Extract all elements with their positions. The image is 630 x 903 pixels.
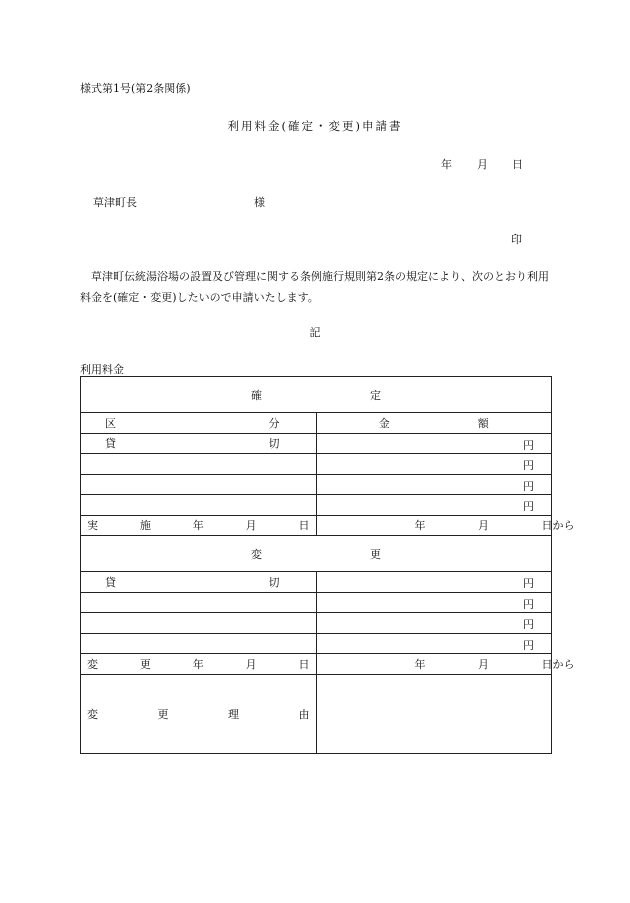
- yen-unit: 円: [523, 500, 534, 513]
- category-field[interactable]: [81, 474, 317, 495]
- change-from: 日から: [541, 657, 575, 671]
- confirm-char-1: 確: [251, 388, 262, 402]
- fee-label: 利用料金: [80, 363, 124, 376]
- change-section-heading: [81, 536, 552, 572]
- amount-field[interactable]: [316, 633, 552, 654]
- form-number: 様式第1号(第2条関係): [80, 82, 191, 95]
- change-date-row: [81, 654, 552, 675]
- implement-month: 月: [478, 519, 489, 533]
- change-reason-field[interactable]: [316, 674, 552, 753]
- header-amount-char-1: 金: [378, 416, 390, 430]
- amount-field[interactable]: [316, 613, 552, 634]
- implement-char-1: 実: [87, 519, 98, 533]
- header-amount: [316, 413, 552, 434]
- seal-mark: 印: [511, 233, 522, 246]
- amount-field[interactable]: [316, 495, 552, 516]
- reason-char-1: 変: [87, 707, 98, 721]
- change-year: 年: [414, 657, 426, 671]
- date-year: 年: [441, 158, 452, 171]
- change-date-char-5: 日: [298, 657, 310, 671]
- table-row: [81, 474, 552, 495]
- rental-char-2: 切: [268, 437, 280, 451]
- change-month: 月: [478, 657, 489, 671]
- fee-table: [80, 376, 575, 754]
- change-char-1: 変: [251, 547, 262, 561]
- confirm-section-row: [81, 377, 552, 413]
- change-date-label: [81, 654, 317, 675]
- addressee: 草津町長: [93, 196, 137, 209]
- table-row: [81, 572, 552, 593]
- yen-unit: 円: [523, 597, 534, 611]
- rental-char-2: 切: [268, 575, 280, 589]
- change-date-char-1: 変: [87, 657, 98, 671]
- header-category-char-1: 区: [105, 416, 116, 430]
- ki-heading: 記: [309, 326, 321, 339]
- rental-label: [81, 572, 317, 593]
- change-date-char-2: 更: [139, 657, 151, 671]
- body-paragraph: 草津町伝統湯浴場の設置及び管理に関する条例施行規則第2条の規定により、次のとおり利用料金を(確定・変更)したいので申請いたします。: [80, 270, 549, 304]
- implement-char-5: 日: [298, 519, 310, 533]
- implement-char-3: 年: [192, 519, 204, 533]
- date-day: 日: [512, 158, 523, 171]
- yen-unit: 円: [523, 618, 534, 631]
- reason-char-2: 更: [157, 707, 169, 721]
- header-amount-char-2: 額: [477, 416, 489, 430]
- change-date-field[interactable]: [316, 654, 575, 675]
- amount-field[interactable]: [316, 592, 552, 613]
- change-date-char-4: 月: [245, 657, 257, 671]
- table-row: [81, 454, 552, 475]
- change-reason-row: [81, 674, 552, 753]
- category-field[interactable]: [81, 592, 317, 613]
- rental-char-1: 貸: [105, 437, 116, 451]
- rental-label: [81, 433, 317, 454]
- table-row: [81, 613, 552, 634]
- change-reason-label: [81, 674, 317, 753]
- yen-unit: 円: [523, 577, 534, 590]
- document-title: 利用料金(確定・変更)申請書: [227, 119, 403, 133]
- category-field[interactable]: [81, 613, 317, 634]
- yen-unit: 円: [523, 438, 534, 452]
- yen-unit: 円: [523, 479, 534, 493]
- implement-date-row: [81, 515, 552, 536]
- amount-field[interactable]: [316, 454, 552, 475]
- implement-char-2: 施: [139, 519, 151, 533]
- implement-year: 年: [414, 519, 426, 533]
- date-month: 月: [477, 158, 488, 171]
- table-row: [81, 633, 552, 654]
- change-char-2: 更: [370, 547, 381, 561]
- category-field[interactable]: [81, 633, 317, 654]
- category-field[interactable]: [81, 454, 317, 475]
- rental-char-1: 貸: [105, 575, 116, 589]
- amount-field[interactable]: [316, 433, 552, 454]
- confirm-char-2: 定: [370, 388, 381, 402]
- change-date-char-3: 年: [192, 657, 204, 671]
- header-category-char-2: 分: [268, 416, 280, 430]
- implement-date-label: [81, 515, 317, 536]
- table-row: [81, 495, 552, 516]
- reason-char-4: 由: [298, 707, 310, 721]
- amount-field[interactable]: [316, 474, 552, 495]
- yen-unit: 円: [523, 459, 534, 472]
- confirm-section-heading: [81, 377, 552, 413]
- implement-from: 日から: [541, 519, 575, 533]
- honorific: 様: [254, 196, 265, 209]
- implement-date-field[interactable]: [316, 515, 575, 536]
- header-row: [81, 413, 552, 434]
- yen-unit: 円: [523, 638, 534, 652]
- amount-field[interactable]: [316, 572, 552, 593]
- change-section-row: [81, 536, 552, 572]
- implement-char-4: 月: [245, 519, 257, 533]
- header-category: [81, 413, 317, 434]
- table-row: [81, 592, 552, 613]
- table-row: [81, 433, 552, 454]
- reason-char-3: 理: [228, 707, 239, 721]
- category-field[interactable]: [81, 495, 317, 516]
